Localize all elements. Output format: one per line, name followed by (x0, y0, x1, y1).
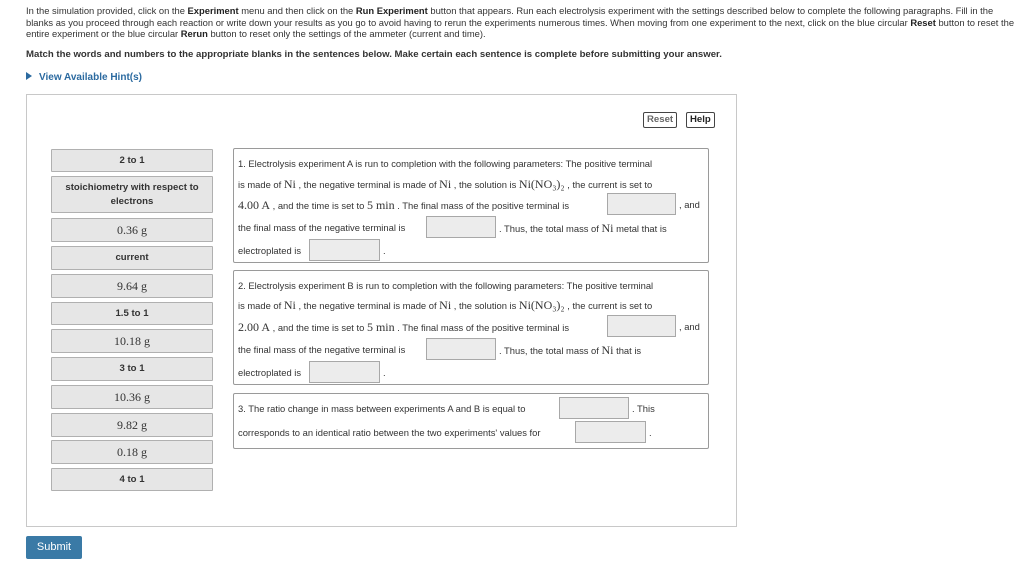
q2-line-3-end: , and (679, 321, 700, 332)
intro-paragraph: In the simulation provided, click on the Experiment menu and then click on the Run Experiment button that appears. Run each electrolysis experiment with the settings described below to complete the following paragraphs. Fill in the blanks as you proceed through each reaction or write down your results as you go to avoid having to rerun the experiments numerous times. When moving from one experiment to the next, click on the blue circular Reset button to reset the entire experiment or the blue circular Rerun button to reset only the settings of the ammeter (current and time). (26, 5, 1015, 40)
q1-blank-positive-mass[interactable] (607, 193, 676, 215)
reset-button[interactable]: Reset (643, 112, 677, 128)
q2-period: . (383, 367, 386, 378)
q2-blank-negative-mass[interactable] (426, 338, 496, 360)
q1-line-5: electroplated is (238, 245, 302, 256)
q1-line-1: 1. Electrolysis experiment A is run to completion with the following parameters: The positive terminal (238, 158, 653, 169)
q3-line-1-end: . This (632, 403, 655, 414)
answer-tile[interactable]: 1.5 to 1 (51, 302, 213, 325)
answer-tile[interactable]: 3 to 1 (51, 357, 213, 381)
q1-line-3: 4.00 A , and the time is set to 5 min . The final mass of the positive terminal is (238, 198, 570, 212)
q3-line-1: 3. The ratio change in mass between experiments A and B is equal to (238, 403, 526, 414)
q1-line-3-end: , and (679, 199, 700, 210)
q1-blank-negative-mass[interactable] (426, 216, 496, 238)
view-hints-link[interactable]: View Available Hint(s) (26, 72, 142, 83)
q2-line-4-end: . Thus, the total mass of Ni that is (499, 343, 642, 357)
answer-tile[interactable]: current (51, 246, 213, 270)
q1-line-4: the final mass of the negative terminal is (238, 222, 406, 233)
answer-tile[interactable]: 10.18 g (51, 329, 213, 353)
q1-period: . (383, 245, 386, 256)
answer-tile[interactable]: 9.82 g (51, 413, 213, 437)
q1-line-2: is made of Ni , the negative terminal is made of Ni , the solution is Ni(NO₃)₂ , the current is set to (238, 177, 653, 191)
q3-blank-quantity[interactable] (575, 421, 646, 443)
q2-blank-plated-mass[interactable] (309, 361, 380, 383)
q3-line-2: corresponds to an identical ratio between the two experiments' values for (238, 427, 541, 438)
help-button[interactable]: Help (686, 112, 715, 128)
q2-line-4: the final mass of the negative terminal is (238, 344, 406, 355)
answer-tile[interactable]: 4 to 1 (51, 468, 213, 491)
answer-tile[interactable]: 0.36 g (51, 218, 213, 242)
q3-blank-ratio[interactable] (559, 397, 629, 419)
answer-tile[interactable]: 10.36 g (51, 385, 213, 409)
q2-line-2: is made of Ni , the negative terminal is made of Ni , the solution is Ni(NO₃)₂ , the current is set to (238, 298, 653, 312)
caret-right-icon (26, 72, 32, 80)
q2-blank-positive-mass[interactable] (607, 315, 676, 337)
answer-tile[interactable]: 2 to 1 (51, 149, 213, 172)
instruction-text: Match the words and numbers to the appropriate blanks in the sentences below. Make certain each sentence is complete before submitting your answer. (26, 49, 722, 60)
answer-tile[interactable]: stoichiometry with respect to electrons (51, 176, 213, 213)
submit-button[interactable]: Submit (26, 536, 82, 559)
q2-line-1: 2. Electrolysis experiment B is run to completion with the following parameters: The positive terminal (238, 280, 654, 291)
q1-line-4-end: . Thus, the total mass of Ni metal that is (499, 221, 667, 235)
q1-blank-plated-mass[interactable] (309, 239, 380, 261)
q2-line-3: 2.00 A , and the time is set to 5 min . The final mass of the positive terminal is (238, 320, 570, 334)
answer-tile[interactable]: 9.64 g (51, 274, 213, 298)
q3-period: . (649, 427, 652, 438)
answer-tile[interactable]: 0.18 g (51, 440, 213, 464)
q2-line-5: electroplated is (238, 367, 302, 378)
